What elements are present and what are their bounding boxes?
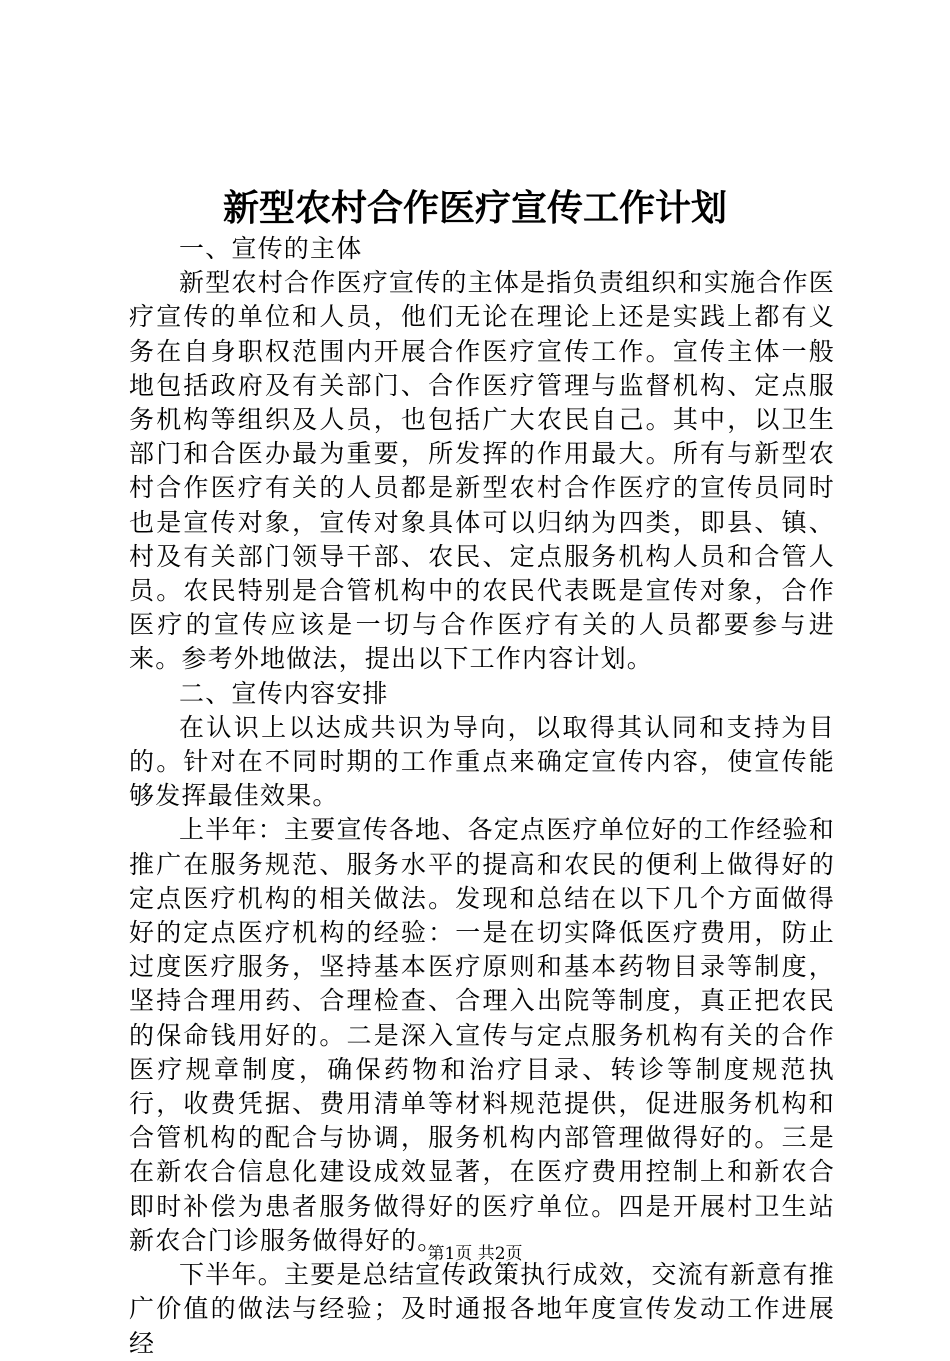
section-heading-content: 二、宣传内容安排 [179, 678, 389, 708]
paragraph-first-half: 上半年：主要宣传各地、各定点医疗单位好的工作经验和推广在服务规范、服务水平的提高和农民的便利上做得好的定点医疗机构的相关做法。发现和总结在以下几个方面做得好的定点医疗机构的经验：一是在切实降低医疗费用，防止过度医疗服务，坚持基本医疗原则和基本药物目录等制度，坚持合理用药、合理检查、合理入出院等制度，真正把农民的保命钱用好的。二是深入宣传与定点服务机构有关的合作医疗规章制度，确保药物和治疗目录、转诊等制度规范执行，收费凭据、费用清单等材料规范提供，促进服务机构和合管机构的配合与协调，服务机构内部管理做得好的。三是在新农合信息化建设成效显著，在医疗费用控制上和新农合即时补偿为患者服务做得好的医疗单位。四是开展村卫生站新农合门诊服务做得好的。 [129, 815, 835, 1255]
page-footer: 第1页 共2页 [427, 1244, 523, 1264]
section-heading-subject: 一、宣传的主体 [179, 234, 363, 263]
document-title: 新型农村合作医疗宣传工作计划 [222, 187, 727, 229]
document-body [129, 232, 835, 1361]
paragraph-second-half: 下半年。主要是总结宣传政策执行成效，交流有新意有推广价值的做法与经验；及时通报各地年度宣传发动工作进展经 [129, 1260, 835, 1358]
paragraph-subject: 新型农村合作医疗宣传的主体是指负责组织和实施合作医疗宣传的单位和人员，他们无论在理论上还是实践上都有义务在自身职权范围内开展合作医疗宣传工作。宣传主体一般地包括政府及有关部门、合作医疗管理与监督机构、定点服务机构等组织及人员，也包括广大农民自己。其中，以卫生部门和合医办最为重要，所发挥的作用最大。所有与新型农村合作医疗有关的人员都是新型农村合作医疗的宣传员同时也是宣传对象，宣传对象具体可以归纳为四类，即县、镇、村及有关部门领导干部、农民、定点服务机构人员和合管人员。农民特别是合管机构中的农民代表既是宣传对象，合作医疗的宣传应该是一切与合作医疗有关的人员都要参与进来。参考外地做法，提出以下工作内容计划。 [129, 268, 835, 674]
paragraph-consensus: 在认识上以达成共识为导向，以取得其认同和支持为目的。针对在不同时期的工作重点来确定宣传内容，使宣传能够发挥最佳效果。 [129, 712, 835, 811]
